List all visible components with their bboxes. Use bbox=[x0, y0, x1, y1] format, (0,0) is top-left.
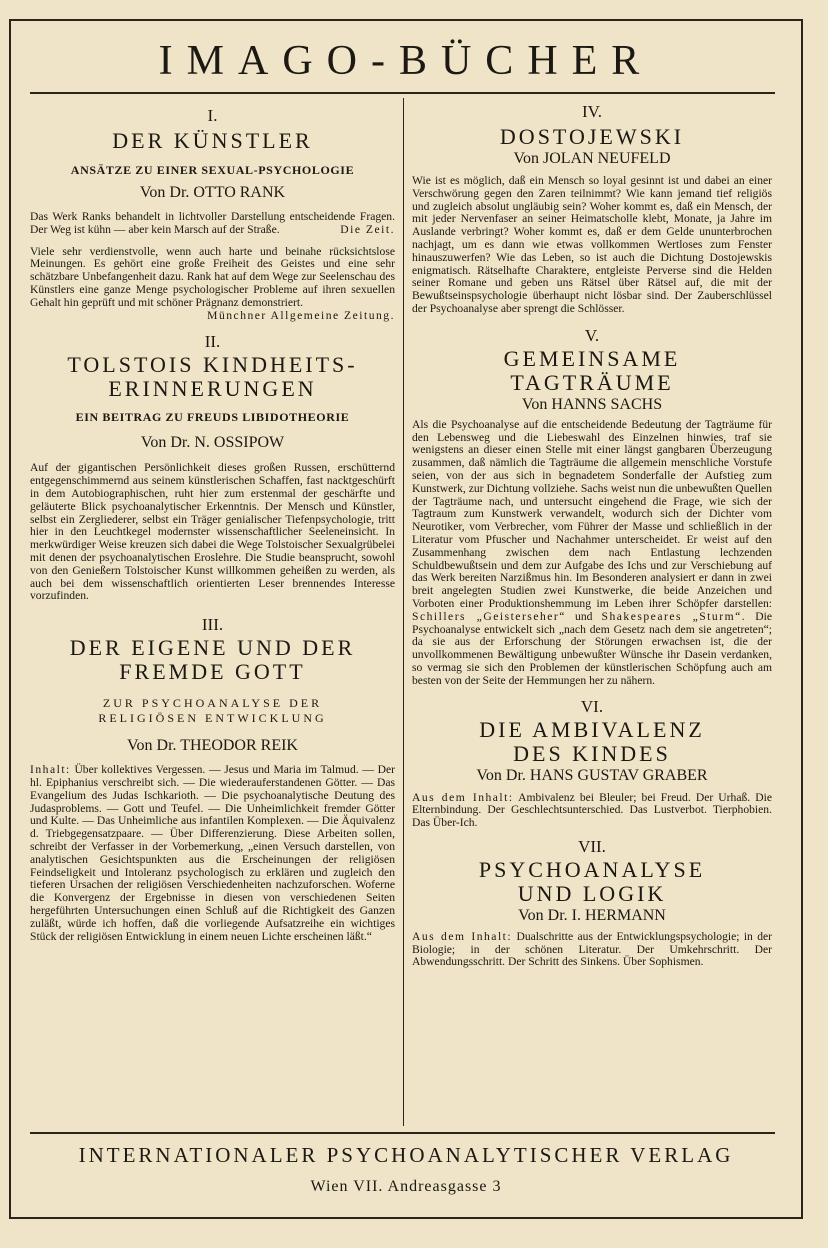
book-entry-4 bbox=[412, 102, 772, 169]
contents-text: Dualschritte aus der Entwicklungspsychologie; in der Biologie; in der schönen Literatur. Der Umkehrschritt. Der Abwendungsschritt. Der Schritt des Sinkens. Über Sophismen. bbox=[412, 929, 773, 969]
book-subtitle: ZUR PSYCHOANALYSE DER bbox=[102, 696, 323, 711]
book-subtitle: RELIGIÖSEN ENTWICKLUNG bbox=[98, 711, 327, 726]
description-text: Die Psychoanalyse entwickelt sich „nach dem Gesetz nach dem sie angetreten“; da sie aus der Erforschung der Störungen erwachsen ist, die der unvollkommenen Bewältigung unbewußter Wünsche ihr Dasein verdanken, so vermag sie sich den Problemen der künstlerischen Schöpfung auch am besten von der Seite der Hemmungen her zu nähern. bbox=[412, 609, 772, 687]
book-author: Von Dr. I. HERMANN bbox=[518, 906, 666, 924]
book-title: PSYCHOANALYSE bbox=[478, 856, 706, 882]
book-subtitle: EIN BEITRAG ZU FREUDS LIBIDOTHEORIE bbox=[75, 410, 350, 425]
book-title: UND LOGIK bbox=[517, 880, 667, 906]
publisher-address: Wien VII. Andreasgasse 3 bbox=[310, 1178, 502, 1195]
book-author: Von Dr. N. OSSIPOW bbox=[140, 434, 285, 452]
book-entry-2 bbox=[30, 332, 395, 453]
publisher-name: INTERNATIONALER PSYCHOANALYTISCHER VERLAG bbox=[78, 1143, 734, 1167]
book-description bbox=[412, 419, 772, 688]
book-subtitle: ANSÄTZE ZU EINER SEXUAL-PSYCHOLOGIE bbox=[70, 163, 355, 177]
masthead-rule bbox=[30, 92, 775, 94]
section-number: IV. bbox=[582, 102, 602, 121]
book-entry-1 bbox=[30, 106, 395, 203]
book-entry-3 bbox=[30, 615, 395, 756]
book-entry-5 bbox=[412, 326, 772, 415]
contents-text: Über kollektives Vergessen. — Jesus und Maria im Talmud. — Der hl. Epiphanius verschreibt sich. — Die wiederauferstandenen Götter. — Das Evangelium des Judas Ischkarioth. — Die psychoanalytische Deutung des Judasproblems. — Gott und Teufel. — Die Unheimlichkeit fremder Götter und Kulte. — Das Unheimliche aus infantilen Komplexen. — Die Äquivalenz d. Triebgegensatzpaare. — Über Differenzierung. Diese Arbeiten sollen, schreibt der Verfasser in der Vorbemerkung, „einen Versuch darstellen, von analytischen Gesichtspunkten aus die Erscheinungen der religiösen Feindseligkeit und Intoleranz psychologisch zu erklären und zugleich den tieferen Ursachen der religiösen Verschiedenheiten nachzuforschen. Woferne die Konvergenz der Ergebnisse in diesen von verschiedenen Seiten hergeführten Untersuchungen einen Schluß auf die Richtigkeit des Ganzen zuläßt, würde ich hoffen, daß die vorliegende Aufsatzreihe ein wichtiges Stück der religiösen Entwicklung in einem neuen Lichte erscheinen läßt.“ bbox=[30, 763, 395, 943]
contents-label: Aus dem Inhalt: bbox=[412, 929, 513, 943]
book-title: FREMDE GOTT bbox=[119, 659, 306, 685]
section-number: II. bbox=[204, 332, 221, 352]
contents-label: Inhalt: bbox=[30, 763, 71, 777]
book-entry-6 bbox=[412, 697, 772, 786]
book-title: DES KINDES bbox=[513, 740, 671, 766]
section-number: V. bbox=[584, 325, 600, 345]
contents-label: Aus dem Inhalt: bbox=[412, 790, 514, 804]
description-text: Als die Psychoanalyse auf die entscheidende Bedeutung der Tagträume für den Lebensweg und die Liebeswahl des Einzelnen hinwies, traf sie wenigstens an dieser einen Stelle mit einer längst gangbaren Überzeugung zusammen, daß nämlich die Tagträume die allgemein menschliche Vorstufe seien, von der aus sich in begnadetem Sonderfalle der Aufstieg zum Kunstwerk, zur Dichtung vollziehe. Sachs weist nun die unbewußten Quellen der Tagträume nach, und untersucht eingehend die Frage, wie sich der Tagtraum zum Kunstwerk verwandelt, wodurch sich der Dichter vom Neurotiker, vom Verbrecher, vom Führer der Masse und schließlich in der Literatur vom Pfuscher und Nachahmer unterscheidet. Er weist auf den Zusammenhang zwischen dem nach Entlastung lechzenden Schuldbewußtsein und dem zur Aufgabe des Ichs und zur Verschiebung auf das Werk bereiten Narzißmus hin. Im Besonderen analysiert er dann in zwei breit angelegten Studien zwei Kunstwerke, die beide Anzeichen und Vorboten einer Produktionshemmung im Leben ihrer Schöpfer darstellen: bbox=[412, 417, 772, 610]
book-author: Von Dr. HANS GUSTAV GRABER bbox=[476, 766, 708, 784]
book-author: Von JOLAN NEUFELD bbox=[513, 150, 671, 167]
book-contents bbox=[412, 792, 772, 830]
left-column bbox=[30, 96, 395, 943]
book-title: DER KÜNSTLER bbox=[112, 128, 313, 153]
review-text: Das Werk Ranks behandelt in lichtvoller Darstellung entscheidende Fragen. Der Weg ist kühn — aber kein Marsch auf der Straße. bbox=[30, 210, 395, 236]
book-title: TAGTRÄUME bbox=[510, 369, 674, 395]
section-number: VII. bbox=[578, 836, 606, 856]
book-title: DIE AMBIVALENZ bbox=[479, 716, 705, 742]
book-title: DOSTOJEWSKI bbox=[499, 124, 685, 149]
work-title: Shakespeares „Sturm“. bbox=[601, 609, 747, 623]
right-column bbox=[412, 96, 772, 969]
section-number: VI. bbox=[580, 696, 604, 716]
book-title: ERINNERUNGEN bbox=[108, 376, 317, 402]
book-entry-7 bbox=[412, 837, 772, 926]
review-text: Viele sehr verdienstvolle, wenn auch harte und beinahe rücksichtslose Meinungen. Es gehört eine große Freiheit des Geistes und eine sehr schätzbare Unbefangenheit dazu. Rank hat auf dem Wege zur Seelenschau des Künstlers eine ganze Menge psychologischer Probleme auf ihren sexuellen Gehalt hin geprüft und mit schöner Prägnanz demonstriert. bbox=[30, 244, 395, 309]
section-number: I. bbox=[207, 106, 218, 125]
contents-text: Ambivalenz bei Bleuler; bei Freud. Der Urhaß. Die Elternbindung. Der Geschlechtsunterschied. Das Lustverbot. Tierphobien. Das Über-Ich. bbox=[412, 790, 773, 830]
book-author: Von HANNS SACHS bbox=[521, 395, 663, 413]
section-number: III. bbox=[201, 615, 224, 635]
footer-rule bbox=[30, 1132, 775, 1134]
review-source: Münchner Allgemeine Zeitung. bbox=[207, 308, 395, 322]
work-title: Schillers „Geisterseher“ bbox=[412, 609, 566, 623]
column-divider bbox=[403, 98, 404, 1126]
book-contents bbox=[30, 764, 395, 943]
masthead-title: IMAGO-BÜCHER bbox=[158, 38, 654, 84]
book-title: DER EIGENE UND DER bbox=[69, 635, 356, 661]
book-title: GEMEINSAME bbox=[503, 345, 681, 371]
book-author: Von Dr. THEODOR REIK bbox=[127, 737, 298, 755]
book-title: TOLSTOIS KINDHEITS- bbox=[67, 352, 358, 378]
book-description: Auf der gigantischen Persönlichkeit dieses großen Russen, erschütternd entgegenschimmernd aus seinem künstlerischen Schaffen, fast nacktgeschürft in dem Autobiographischen, ruht hier zum erstenmal der geschärfte und geläuterte Blick psychoanalytischer Erkenntnis. Der Mensch und Künstler, selbst ein Zergliederer, selbst ein Träger genialischer Tiefenpsychologie, tritt hier in den Leuchtkegel modernster wissenschaftlicher Seeleneinsicht. In merkwürdiger Weise kreuzen sich dabei die Wege Tolstoischer Sexualgrübelei mit denen der psychoanalytischen Eroslehre. Die Studie beansprucht, sowohl von den Genießern Tolstoischer Kunst willkommen geheißen zu werden, als auch bei dem wissenschaftlich orientierten Leser brennendes Interesse vorzufinden. bbox=[30, 461, 395, 603]
description-text: und bbox=[575, 609, 593, 623]
book-contents bbox=[412, 931, 772, 969]
book-author: Von Dr. OTTO RANK bbox=[139, 184, 286, 201]
review-source: Die Zeit. bbox=[340, 222, 395, 236]
book-description: Wie ist es möglich, daß ein Mensch so loyal gesinnt ist und dabei an einer Verschwörung gegen den Zaren teilnimmt? Wie kann jemand tief religiös und zugleich absolut ungläubig sein? Woher kommt es, daß ein Mensch, der mit jeder Nervenfaser an seiner Heimatscholle klebt, Monate, ja Jahre im Auslande verbringt? Woher kommt es, daß er dem Gelde ununterbrochen nachjagt, um es dann wie etwas vollkommen Wertloses zum Fenster hinauszuwerfen? Wie das Leben, so ist auch die Dichtung Dostojewskis enigmatisch. Rätselhafte Charaktere, entgleiste Perverse sind die Helden seiner Romane und geben uns Rätsel über Rätsel auf, die mit der Bewußtseinspsychologie überhaupt nicht lösbar sind. Der Zauberschlüssel der Psychoanalyse aber sprengt die Schlösser. bbox=[412, 174, 772, 315]
